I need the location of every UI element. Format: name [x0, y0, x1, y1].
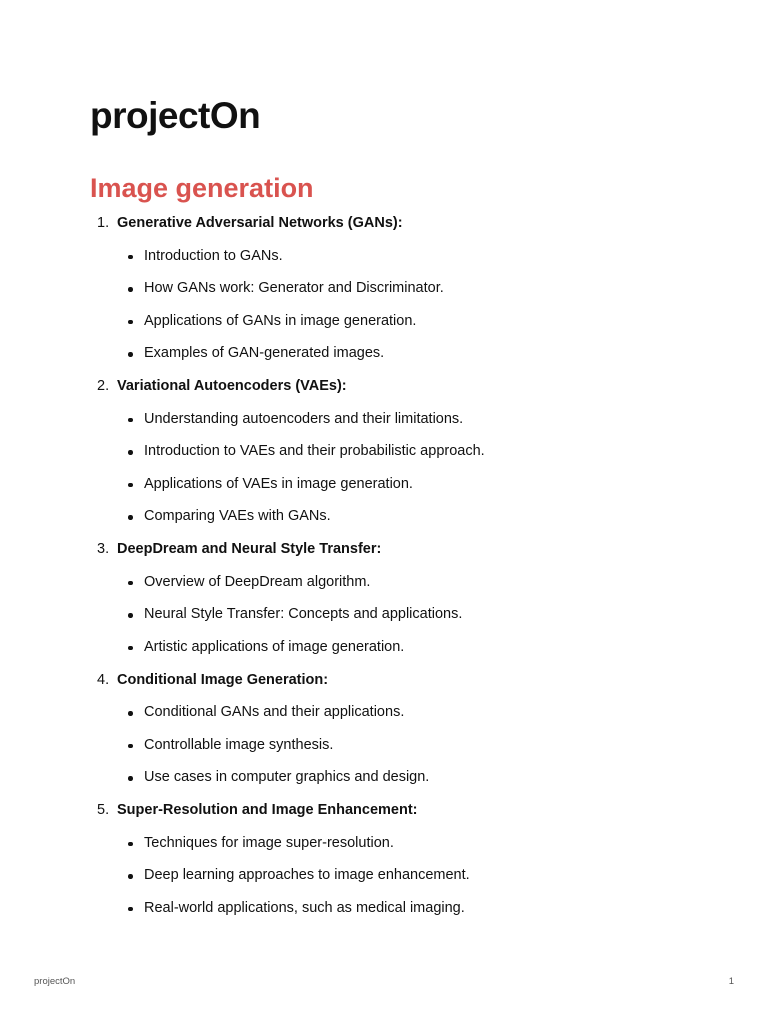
bullet-item: How GANs work: Generator and Discriminator. [117, 277, 690, 299]
topic-list [90, 212, 690, 919]
bullet-item: Controllable image synthesis. [117, 734, 690, 756]
topic-title: Super-Resolution and Image Enhancement: [117, 802, 418, 818]
topic-item [90, 212, 690, 364]
bullet-item: Applications of GANs in image generation. [117, 310, 690, 332]
bullet-item: Deep learning approaches to image enhancement. [117, 864, 690, 886]
bullet-list [117, 245, 690, 365]
bullet-item: Neural Style Transfer: Concepts and applications. [117, 603, 690, 625]
footer-page-number: 1 [728, 976, 734, 987]
bullet-item: Comparing VAEs with GANs. [117, 505, 690, 527]
topic-item [90, 799, 690, 919]
bullet-item: Conditional GANs and their applications. [117, 701, 690, 723]
footer-document-name: projectOn [34, 976, 76, 987]
topic-title: Variational Autoencoders (VAEs): [117, 378, 347, 394]
bullet-list [117, 701, 690, 788]
bullet-item: Examples of GAN-generated images. [117, 342, 690, 364]
topic-number: 2. [97, 378, 110, 394]
topic-title: Conditional Image Generation: [117, 671, 329, 688]
topic-item [90, 538, 690, 658]
bullet-item: Introduction to VAEs and their probabilistic approach. [117, 440, 690, 462]
bullet-item: Artistic applications of image generation. [117, 636, 690, 658]
bullet-item: Introduction to GANs. [117, 245, 690, 267]
bullet-item: Use cases in computer graphics and design. [117, 766, 690, 788]
bullet-item: Techniques for image super-resolution. [117, 832, 690, 854]
topic-item [90, 669, 690, 789]
document-title: projectOn [90, 95, 261, 136]
bullet-list [117, 408, 690, 528]
document-page [90, 92, 690, 919]
bullet-list [117, 832, 690, 919]
topic-number: 5. [97, 802, 110, 818]
topic-title: DeepDream and Neural Style Transfer: [117, 541, 382, 557]
section-heading: Image generation [90, 173, 314, 203]
bullet-item: Understanding autoencoders and their limitations. [117, 408, 690, 430]
topic-number: 4. [97, 671, 110, 688]
topic-title: Generative Adversarial Networks (GANs): [117, 215, 403, 231]
bullet-item: Applications of VAEs in image generation. [117, 473, 690, 495]
topic-number: 3. [97, 541, 110, 557]
bullet-item: Overview of DeepDream algorithm. [117, 571, 690, 593]
topic-item [90, 375, 690, 527]
topic-number: 1. [97, 215, 110, 231]
bullet-item: Real-world applications, such as medical imaging. [117, 897, 690, 919]
bullet-list [117, 571, 690, 658]
